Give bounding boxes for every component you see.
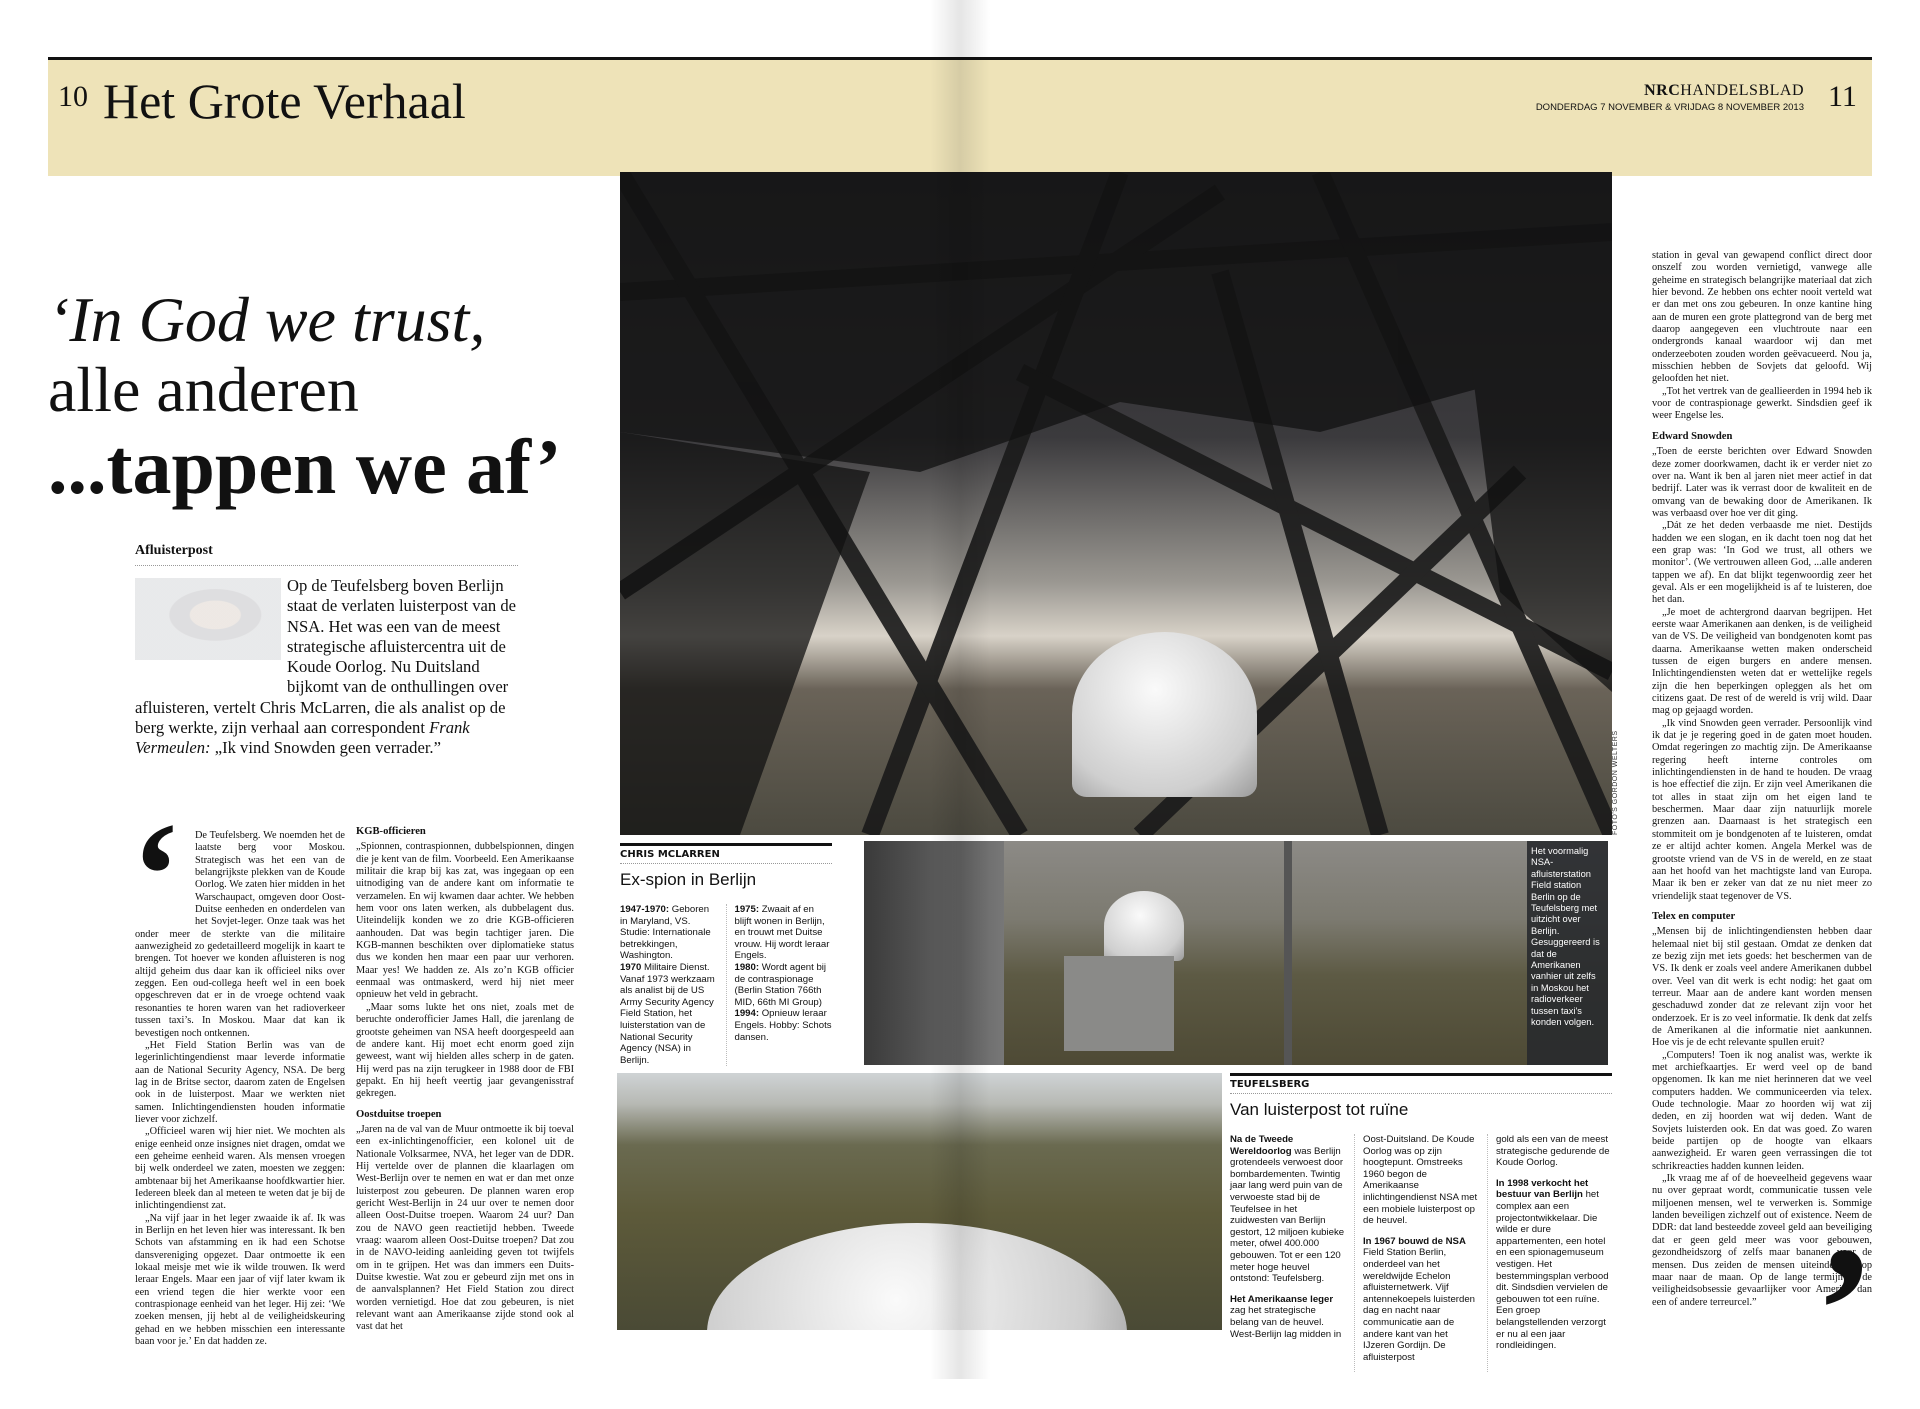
paragraph: „Officieel waren wij hier niet. We mochten als enige eenheid onze insignes niet dragen, omdat we een geheime eenheid waren. Als mensen vroegen bij welk onderdeel we zaten, moesten we zeggen: ambtenaar bij het Amerikaanse hoofdkwartier hier. Iedereen bleek dan al meteen te weten dat je bij de inlichtingendienst zat.: [135, 1126, 345, 1212]
intro-lead: [135, 576, 525, 759]
photo-caption: Het voormalig NSA-afluisterstation Field station Berlin op de Teufelsberg met uitzicht over Berlijn. Gesuggereerd is dat de Amerikanen vanhier uit zelfs in Moskou het radioverkeer tussen taxi's konden volgen.: [1527, 841, 1608, 1065]
entry-lead: 1994:: [734, 1008, 760, 1020]
entry-text: Opnieuw leraar Engels. Hobby: Schots dansen.: [734, 1008, 832, 1043]
history-tag: TEUFELSBERG: [1230, 1076, 1612, 1094]
photo-field-station: [864, 841, 1608, 1065]
entry-text: het complex aan een projectontwikkelaar. Die wilde er dure appartementen, een hotel en een spionagemuseum vestigen. Het bestemmingsplan verbood dit. Sindsdien vervielen de gebouwen tot een ruïne. Een groep belangstellenden verzorgt er nu al een jaar rondleidingen.: [1496, 1189, 1609, 1352]
entry-text: Militaire Dienst. Vanaf 1973 werkzaam als analist bij de US Army Security Agency Field Station, het luisterstation van de National Security Agency (NSA) in Berlijn.: [620, 961, 715, 1066]
box-entry: [1363, 1236, 1479, 1364]
history-box: [1230, 1073, 1612, 1372]
close-quote-mark: ’: [1815, 1210, 1875, 1409]
bio-title: Ex-spion in Berlijn: [620, 870, 757, 889]
entry-lead: 1980:: [734, 961, 760, 973]
bio-col-left: [620, 904, 718, 1066]
masthead-handelsblad: HANDELSBLAD: [1680, 82, 1804, 99]
box-entry: [1496, 1178, 1612, 1352]
entry-lead: 1975:: [734, 904, 760, 915]
paragraph: „Ik vraag me af of de hoeveelheid gegevens waar nu over gepraat wordt, communicatie tussen vele miljoenen mensen, wel te verwerken is. Sommige landen beveiligen zichzelf out of existence. Neem de DDR: dat land besteedde zoveel geld aan beveiliging dat er geen geld meer was voor gebouwen, gezondheidszorg of zelfs maar bananen voor de mensen. Dus zeiden de mensen uiteindelijk loop maar naar de maan. Op de lange termijn is de veiligheidsobsessie gevaarlijker voor Amerika dan een of andere terreurcel.”: [1652, 1173, 1872, 1308]
masthead: [1536, 82, 1804, 113]
bio-box: [620, 843, 832, 1066]
open-quote-mark: ‘: [131, 792, 181, 958]
box-entry: [1363, 1134, 1479, 1227]
masthead-nrc: NRC: [1644, 82, 1681, 99]
paragraph: „Maar soms lukte het ons niet, zoals met de beruchte onderofficier James Hall, die jarenlang de grootste geheimen van NSA heeft doorgespeeld aan de andere kant. Hij moet echt enorm goed zijn geweest, want wij hielden alles scherp in de gaten. Hij werd pas na zijn terugkeer in 1988 door de FBI gepakt. En hij heeft veertig jaar gevangenisstraf gekregen.: [356, 1001, 574, 1100]
paragraph: „Je moet de achtergrond daarvan begrijpen. Het eerste waar Amerikanen aan denken, is de veiligheid van de VS. De veiligheid van bondgenoten komt pas daarna. Amerikaanse wetten maken onderscheid tussen de eigen burgers en andere mensen. Inlichtingendiensten weten dat er wettelijke regels zijn die hen beperkingen opleggen als het om citizens gaat. De rest of de wereld is vrij wild. Daar mag op gejaagd worden.: [1652, 606, 1872, 717]
entry-lead: In 1998 verkocht het bestuur van Berlijn: [1496, 1177, 1589, 1201]
history-title: Van luisterpost tot ruïne: [1230, 1100, 1409, 1119]
entry-text: Zwaait af en blijft wonen in Berlijn, en trouwt met Duitse vrouw. Hij wordt leraar Engels.: [734, 904, 830, 962]
subheading-telex: Telex en computer: [1652, 910, 1736, 922]
subheading-snowden: Edward Snowden: [1652, 430, 1733, 442]
box-entry: [735, 962, 833, 1008]
entry-lead: 1970: [620, 961, 642, 973]
paragraph: „Jaren na de val van de Muur ontmoette ik bij toeval een ex-inlichtingenofficier, een kolonel uit de Nationale Volksarmee, NVA, het leger van de DDR. Hij vertelde over de plannen die klaarlagen om West-Berlijn over te nemen en wat er dan met onze luisterpost zou gebeuren. De plannen waren erop gericht West-Berlijn in 24 uur over te nemen door alleen Oost-Duitse troepen. Waarom 24 uur? Dan zou de NAVO geen reactietijd hebben. Tweede vraag: waarom alleen Oost-Duitse troepen? Dat zou in de NAVO-leiding aanleiding geven tot twijfels om in te grijpen. Het was dan immers een Duits-Duitse kwestie. Wat zou er gebeurd zijn met ons in de aanvalsplannen? Het Field Station zou direct worden vernietigd. Hoe dat zou gebeuren, is niet relevant want aan Amerikaanse zijde stond ook al vast dat het: [356, 1123, 574, 1333]
box-entry: [1230, 1134, 1346, 1285]
box-entry: [1230, 1294, 1346, 1340]
paragraph: „Mensen bij de inlichtingendiensten hebben daar helemaal niet bij stil gestaan. Omdat ze denken dat ze bezig zijn met iets goeds: het beschermen van de VS. Ik denk er zoals veel andere Amerikanen dubbel over. Veel van dit werk is echt nodig: het gaat om terreur. Maar aan de andere kant worden mensen geschaduwd zonder dat ze relevant zijn voor het onderzoek. Er is zo veel informatie. Ik denk dat zelfs de Amerikanen al die informatie niet aankunnen. Hoe vis je de echt relevante spullen eruit?: [1652, 926, 1872, 1049]
entry-text: was Berlijn grotendeels verwoest door bombardementen. Twintig jaar lang werd puin van de verwoeste stad bij de Teufelsee in het zuidwesten van Berlijn gestort, 12 miljoen kubieke meter, ofwel 400.000 gebouwen. Tot er een 120 meter hoge heuvel ontstond: Teufelsberg.: [1230, 1145, 1345, 1285]
intro-text: Op de Teufelsberg boven Berlijn staat de verlaten luisterpost van de NSA. Het was een van de meest strategische afluistercentra uit de Koude Oorlog. Nu Duitsland bijkomt van de onthullingen over afluisteren, vertelt Chris McLarren, die als analist op de berg werkte, zijn verhaal aan correspondent: [135, 576, 517, 738]
subheading-kgb: KGB-officieren: [356, 826, 426, 837]
paragraph: „Spionnen, contraspionnen, dubbelspionnen, dingen die je kent van de film. Voorbeeld. Een Amerikaanse militair die krap bij kas zat, was ingegaan op een uitnodiging van de andere kant om informatie te verzamelen. En wij kwamen daar achter. We hebben hem voor ons laten werken, als dubbelagent dus. Uiteindelijk konden we zo drie KGB-officieren aanhouden. Dat was begin tachtiger jaren. Die KGB-mannen beschikten over diplomatieke status dus we konden hen maar een paar uur verhoren. Maar yes! We hadden ze. Als zo’n KGB officier eenmaal was ontmaskerd, werd hij niet meer opnieuw het veld in gebracht.: [356, 841, 574, 1001]
entry-lead: Het Amerikaanse leger: [1230, 1293, 1334, 1305]
box-entry: [1496, 1134, 1612, 1169]
headline-line-1: ‘In God we trust,: [48, 284, 486, 355]
entry-text: Wordt agent bij de contraspionage (Berlin Station 766th MID, 66th MI Group): [734, 961, 827, 1008]
box-entry: [620, 962, 718, 1066]
article-column-2: [356, 826, 574, 1334]
entry-lead: 1947-1970:: [620, 904, 670, 915]
paragraph: „Tot het vertrek van de geallieerden in 1994 heb ik voor de contraspionage gewerkt. Sindsdien geef ik weer Engelse les.: [1652, 385, 1872, 422]
kicker: Afluisterpost: [135, 543, 518, 566]
paragraph: „Ik vind Snowden geen verrader. Persoonlijk vind ik dat je je regering goed in de gaten moet houden. Omdat regeringen zo machtig zijn. De Amerikaanse regering heeft interne controles om inlichtingendiensten in de hand te houden. De vraag is hoe effectief die zijn. Er zijn veel Amerikanen die tot alles in staat zijn om het eigen land te beschermen. Maar daar zijn natuurlijk morele grenzen aan. Daarnaast is het strategisch een stommiteit om je bondgenoten af te luisteren, omdat ze er altijd achter komen. Angela Merkel was de grootste vriend van de VS in de wereld, en ze staat aan het hoofd van het machtigste land van Europa. Maar ik ben er zeker van dat ze nu niet meer zo vriendelijk staat tegenover de VS.: [1652, 717, 1872, 902]
article-column-1: [131, 792, 345, 1348]
photo-radome-interior: [620, 172, 1612, 835]
box-entry: [735, 904, 833, 962]
left-page-number: 10: [58, 80, 88, 113]
headline-line-2: alle anderen: [48, 354, 359, 425]
photo-berlin-panorama: [617, 1073, 1222, 1330]
intro-quote: „Ik vind Snowden geen verrader.”: [210, 738, 441, 758]
entry-lead: In 1967 bouwd de NSA: [1363, 1235, 1466, 1247]
paragraph: De Teufelsberg. We noemden het de laatste berg voor Moskou. Strategisch was het een van de belangrijkste plekken van de Koude Oorlog. We zaten hier midden in het Warschaupact, omgeven door Oost-Duitse eenheden en onderdelen van het Sovjet-leger. Onze taak was het onder meer de sterkte van die militaire aanwezigheid zo gedetailleerd mogelijk in kaart te brengen. Tot hoever we konden afluisteren is nog altijd geheim dus daar kan ik officieel niks over zeggen. Een oud-collega heeft wel in een boek opgeschreven dat er in de vroege ochtend vaak resonanties te horen waren van het radioverkeer tussen taxi’s. In Moskou. Maar dat kan ik bevestigen noch ontkennen.: [135, 830, 345, 1039]
bio-tag: CHRIS MCLARREN: [620, 846, 832, 864]
paragraph: „Na vijf jaar in het leger zwaaide ik af. Ik was in Berlijn en het leven hier was interessant. Ik ben Schots van afstamming en ik had een Schotse dansvereniging opgezet. Daar ontmoette ik een lokaal meisje met wie ik wilde trouwen. Ik werd leraar Engels. Maar een jaar of vijf later kwam ik een vriend tegen die hier werkte voor een contraspionage eenheid van het leger. Hij zei: ‘We zoeken mensen, jij hebt al de veiligheidskeuring gehad en we hebben misschien een interessante baan voor je.’ En dat hadden ze.: [135, 1212, 345, 1348]
paragraph: „Computers! Toen ik nog analist was, werkte ik met archiefkaartjes. Er werd veel op de band opgenomen. Ik kan me niet herinneren dat we veel computers hadden. We communiceerden via telex. Oude technologie. Maar zo hoorden wij wat zij deden, en zij hoorden wat wij deden. Want de Sovjets luisterden ook. En dat was goed. Zo waren beide partijen op de hoogte van elkaars aanwezigheid. Er waren geen verrassingen die tot schrikreacties hadden kunnen leiden.: [1652, 1049, 1872, 1172]
headline: [48, 285, 561, 509]
photo-credit: FOTO'S GORDON WELTERS: [1612, 730, 1619, 835]
paragraph: „Het Field Station Berlin was van de legerinlichtingendienst maar leverde informatie aan de National Security Agency, NSA. De berg lag in de Britse sector, daarom zaten de Engelsen ook in de luisterpost. Maar we werkten niet samen. Inlichtingendiensten houden informatie liever voor zichzelf.: [135, 1039, 345, 1125]
headline-line-3: ...tappen we af’: [48, 423, 562, 510]
paragraph: „Toen de eerste berichten over Edward Snowden deze zomer doorkwamen, dacht ik er verder niet zo over na. Want ik ben al jaren niet meer actief in dat bedrijf. Later was ik verrast door de kwaliteit en de omvang van de bewaking door de Amerikanen. Ik was verbaasd over hoe ver dit ging.: [1652, 446, 1872, 519]
entry-text: Field Station Berlin, onderdeel van het wereldwijde Echelon afluisternetwerk. Vijf antennekoepels luisterden dag en nacht naar communicatie aan de andere kant van het IJzeren Gordijn. De afluisterpost: [1363, 1247, 1476, 1363]
entry-text: gold als een van de meest strategische gedurende de Koude Oorlog.: [1496, 1134, 1610, 1169]
entry-text: Geboren in Maryland, VS. Studie: Internationale betrekkingen, Washington.: [620, 904, 711, 962]
subheading-oostduitse: Oostduitse troepen: [356, 1108, 442, 1120]
entry-lead: Na de Tweede Wereldoorlog: [1230, 1134, 1294, 1157]
intro-author: Frank Vermeulen:: [135, 718, 470, 758]
entry-text: zag het strategische belang van de heuvel. West-Berlijn lag midden in: [1230, 1305, 1342, 1340]
right-page-number: 11: [1828, 80, 1857, 113]
box-entry: [620, 904, 718, 962]
paragraph: station in geval van gewapend conflict direct door onszelf zou worden vernietigd, vanwege alle geheime en strategisch belangrijke materiaal dat zich hier bevond. Ze hebben ons echter nooit verteld wat er dan met ons zou gebeuren. In onze kantine hing aan de muren een grote plattegrond van de berg met daarop aangegeven een vluchtroute naar een ondergronds kanaal waardoor wij dan met onderzeeboten zouden worden geëvacueerd. Nou ja, misschien hebben de Sovjets dat geloofd. Wij geloofden het niet.: [1652, 250, 1872, 385]
entry-text: Oost-Duitsland. De Koude Oorlog was op zijn hoogtepunt. Omstreeks 1960 begon de Amerikaanse inlichtingendienst NSA met een mobiele luisterpost op de heuvel.: [1363, 1134, 1478, 1227]
section-title: Het Grote Verhaal: [103, 73, 466, 129]
bio-col-right: [726, 904, 833, 1066]
article-column-3: [1652, 250, 1872, 1309]
box-entry: [735, 1008, 833, 1043]
paragraph: „Dát ze het deden verbaasde me niet. Destijds hadden we een slogan, en ik dacht toen nog dat het een grap was: ‘In God we trust, all others we monitor’. (We vertrouwen alleen God, ...alle anderen tappen we af). En dat blijkt tegenwoordig zeer het geval. Als er een mogelijkheid is af te luisteren, doe het dan.: [1652, 520, 1872, 606]
issue-date: DONDERDAG 7 NOVEMBER & VRIJDAG 8 NOVEMBER 2013: [1535, 102, 1804, 113]
